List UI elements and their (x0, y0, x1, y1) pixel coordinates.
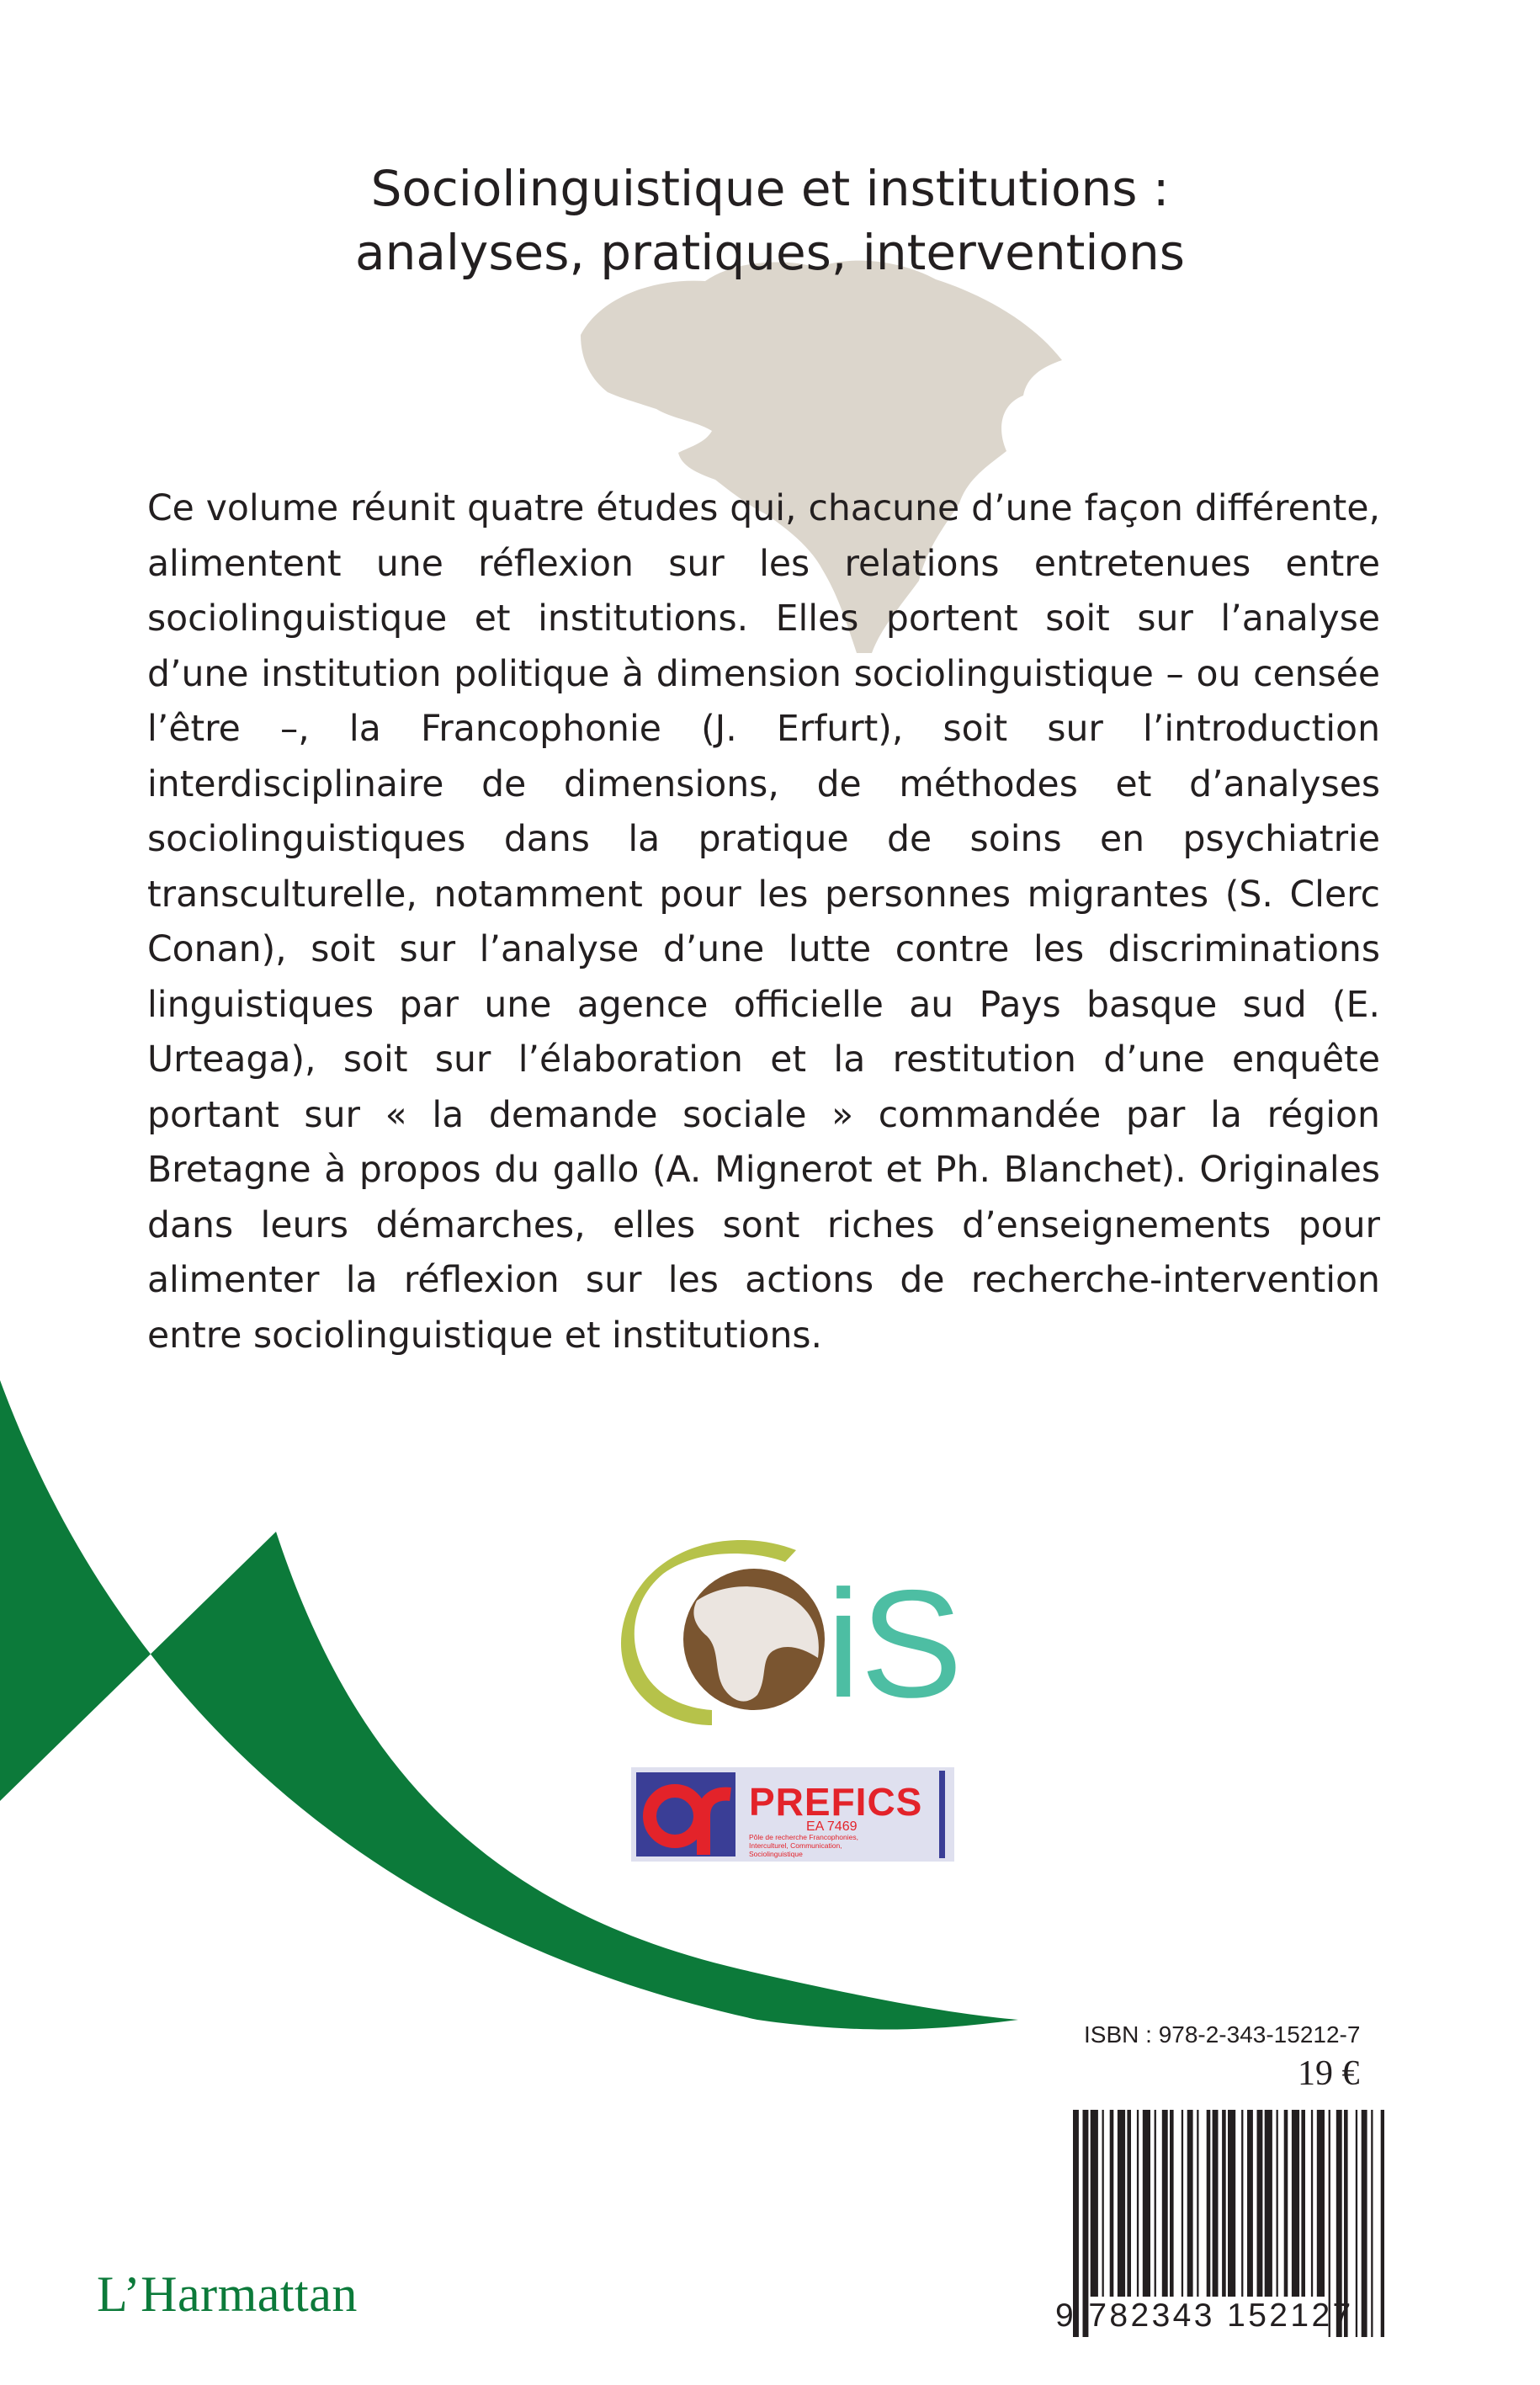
barcode-bar (1284, 2110, 1288, 2297)
barcode-bar (1311, 2110, 1313, 2297)
barcode-bar (1241, 2110, 1243, 2297)
barcode-bar (1155, 2110, 1156, 2297)
back-cover-blurb: Ce volume réunit quatre études qui, chacune d’une façon différente, alimentent une réflexion sur les relations entretenues entre sociolinguistique et institutions. Elles portent soit sur l’analyse d’une institution politique à dimension sociolinguistique – ou censée l’être –, la Francophonie (J. Erfurt), soit sur l’introduction interdisciplinaire de dimensions, de méthodes et d’analyses sociolinguistiques dans la pratique de soins en psychiatrie transculturelle, notamment pour les personnes migrantes (S. Clerc Conan), soit sur l’analyse d’une lutte contre les discriminations linguistiques par une agence officielle au Pays basque sud (E. Urteaga), soit sur l’élaboration et la restitution d’une enquête portant sur « la demande sociale » commandée par la région Bretagne à propos du gallo (A. Mignerot et Ph. Blanchet). Originales dans leurs démarches, elles sont riches d’enseignements pour alimenter la réflexion sur les actions de recherche-intervention entre sociolinguistique et institutions. (147, 488, 1380, 1357)
barcode-bar (1187, 2110, 1193, 2297)
barcode-bar (1301, 2110, 1305, 2297)
price: 19 € (1298, 2054, 1360, 2093)
barcode-bar (1143, 2110, 1150, 2297)
book-title-line-2: analyses, pratiques, interventions (355, 224, 1185, 281)
cis-letters: iS (826, 1558, 963, 1725)
barcode-bar (1207, 2110, 1211, 2297)
publisher-logo: L’Harmattan (97, 2266, 358, 2322)
barcode-bar (1213, 2110, 1219, 2297)
prefics-title: PREFICS (749, 1780, 923, 1824)
barcode-bar (1228, 2110, 1235, 2297)
isbn: ISBN : 978-2-343-15212-7 (1084, 2021, 1361, 2048)
barcode-bar (1182, 2110, 1183, 2297)
barcode-bar (1162, 2110, 1168, 2297)
barcode-bar (1222, 2110, 1226, 2297)
barcode-bar (1317, 2110, 1325, 2297)
book-title-line-1: Sociolinguistique et institutions : (370, 160, 1170, 217)
barcode-digits: 9 782343 152127 (1055, 2297, 1354, 2334)
prefics-subtitle: Pôle de recherche Francophonies, Interculturel, Communication, Sociolinguistique (749, 1833, 858, 1858)
barcode-bar (1102, 2110, 1104, 2297)
barcode-bar (1197, 2110, 1198, 2297)
barcode-bar (1127, 2110, 1131, 2297)
barcode-bar (1137, 2110, 1139, 2297)
prefics-ea-code: EA 7469 (806, 1819, 858, 1834)
barcode-bar (1118, 2110, 1125, 2297)
barcode-bar (1277, 2110, 1278, 2297)
barcode-bar (1170, 2110, 1174, 2297)
barcode-bar (1265, 2110, 1272, 2297)
barcode-bar (1247, 2110, 1253, 2297)
barcode-bar (1257, 2110, 1263, 2297)
cis-logo (613, 1532, 966, 1725)
barcode-bar (1292, 2110, 1299, 2297)
prefics-logo (631, 1767, 954, 1862)
barcode-bar (1110, 2110, 1114, 2297)
prefics-bar (939, 1771, 945, 1858)
prefics-or-icon (631, 1767, 741, 1862)
barcode-bar (1091, 2110, 1098, 2297)
